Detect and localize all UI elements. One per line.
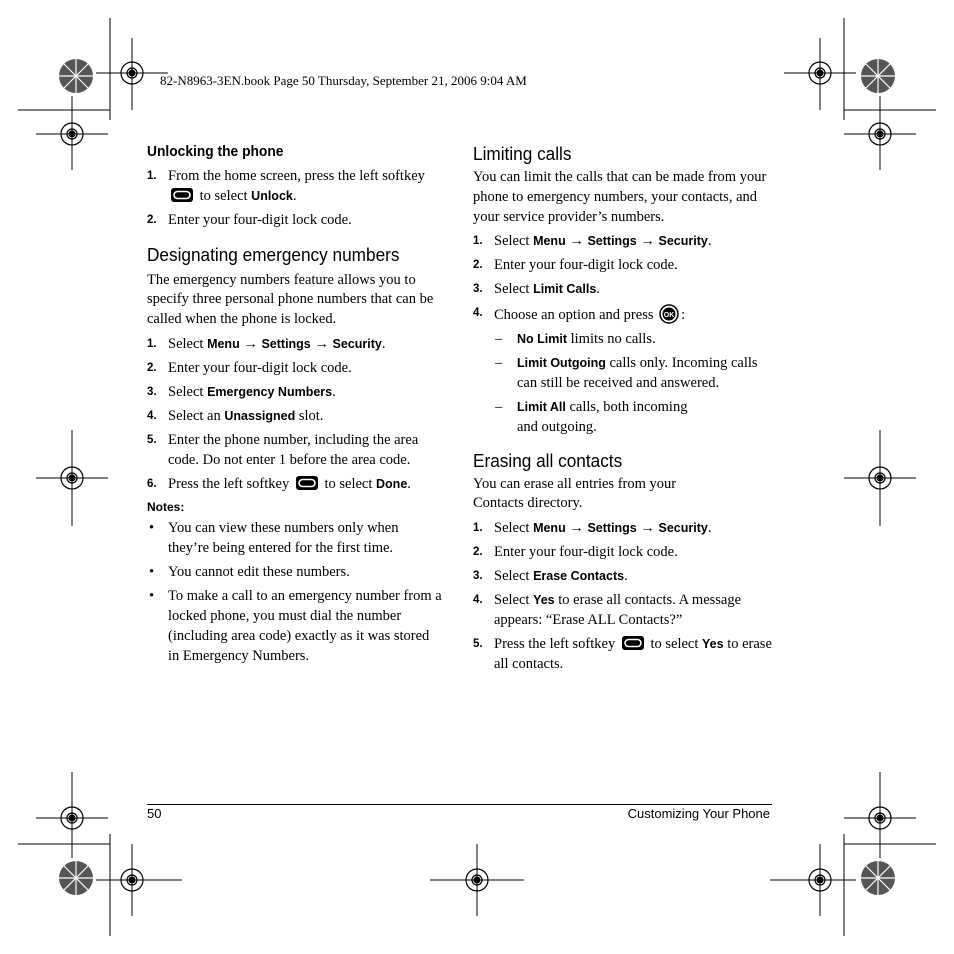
list-item: 4. Choose an option and press OK :: [473, 304, 772, 326]
paragraph-limiting-intro: You can limit the calls that can be made from your phone to emergency numbers, your contacts, and your service provider’s numbers.: [473, 169, 767, 225]
list-item: 1. Select Menu → Settings → Security.: [147, 335, 386, 352]
list-item: – Limit Outgoing calls only. Incoming calls can still be received and answered.: [495, 355, 758, 392]
left-softkey-icon: [295, 475, 319, 491]
list-item: – No Limit limits no calls.: [495, 331, 656, 348]
list-item: 4. Select Yes to erase all contacts. A message appears: “Erase ALL Contacts?”: [473, 592, 742, 629]
list-item: – Limit All calls, both incoming and outgoing.: [495, 399, 688, 435]
list-item: 6. Press the left softkey to select Done.: [147, 475, 411, 492]
list-item: 5. Enter the phone number, including the area code. Do not enter 1 before the area code.: [147, 431, 419, 468]
heading-erasing-all-contacts: Erasing all contacts: [473, 449, 623, 471]
heading-designating-emergency-numbers: Designating emergency numbers: [147, 243, 400, 265]
book-info-line: 82-N8963-3EN.book Page 50 Thursday, September 21, 2006 9:04 AM: [160, 73, 527, 88]
list-item: 3. Select Emergency Numbers.: [147, 383, 336, 400]
heading-unlocking-phone: Unlocking the phone: [147, 143, 284, 160]
left-column: [147, 143, 443, 666]
list-item: 2. Enter your four-digit lock code.: [147, 211, 352, 228]
footer-section-title: Customizing Your Phone: [627, 806, 770, 821]
list-item: 5. Press the left softkey to select Yes to erase all contacts.: [473, 636, 772, 672]
list-item: 3. Select Limit Calls.: [473, 281, 600, 298]
list-item: 2. Enter your four-digit lock code.: [473, 544, 678, 561]
notes-label: Notes:: [147, 500, 185, 515]
list-item: 2. Enter your four-digit lock code.: [147, 359, 352, 376]
right-column: [473, 143, 772, 675]
ok-key-icon: [659, 304, 679, 324]
svg-text:OK: OK: [663, 312, 675, 320]
list-item: 3. Select Erase Contacts.: [473, 568, 628, 585]
list-item: 1. Select Menu → Settings → Security.: [473, 233, 712, 250]
list-item: 1. Select Menu → Settings → Security.: [473, 520, 712, 537]
footer-rule: [147, 804, 772, 805]
page-number: 50: [147, 806, 162, 821]
list-item: • You can view these numbers only when they’re being entered for the first time.: [149, 520, 399, 557]
list-item: 4. Select an Unassigned slot.: [147, 407, 324, 424]
list-item: • To make a call to an emergency number from a locked phone, you must dial the number (including area code) exactly as it was stored in Emergency Numbers.: [149, 588, 442, 664]
list-item: 2. Enter your four-digit lock code.: [473, 257, 678, 274]
list-item: 1. From the home screen, press the left softkey to select Unlock.: [147, 168, 425, 204]
paragraph-erasing-intro: You can erase all entries from your Contacts directory.: [473, 475, 677, 512]
left-softkey-icon: [621, 635, 645, 651]
list-item: • You cannot edit these numbers.: [149, 564, 350, 581]
paragraph-emergency-intro: The emergency numbers feature allows you to specify three personal phone numbers that can be called when the phone is locked.: [147, 271, 434, 328]
heading-limiting-calls: Limiting calls: [473, 143, 572, 164]
left-softkey-icon: [170, 187, 194, 203]
